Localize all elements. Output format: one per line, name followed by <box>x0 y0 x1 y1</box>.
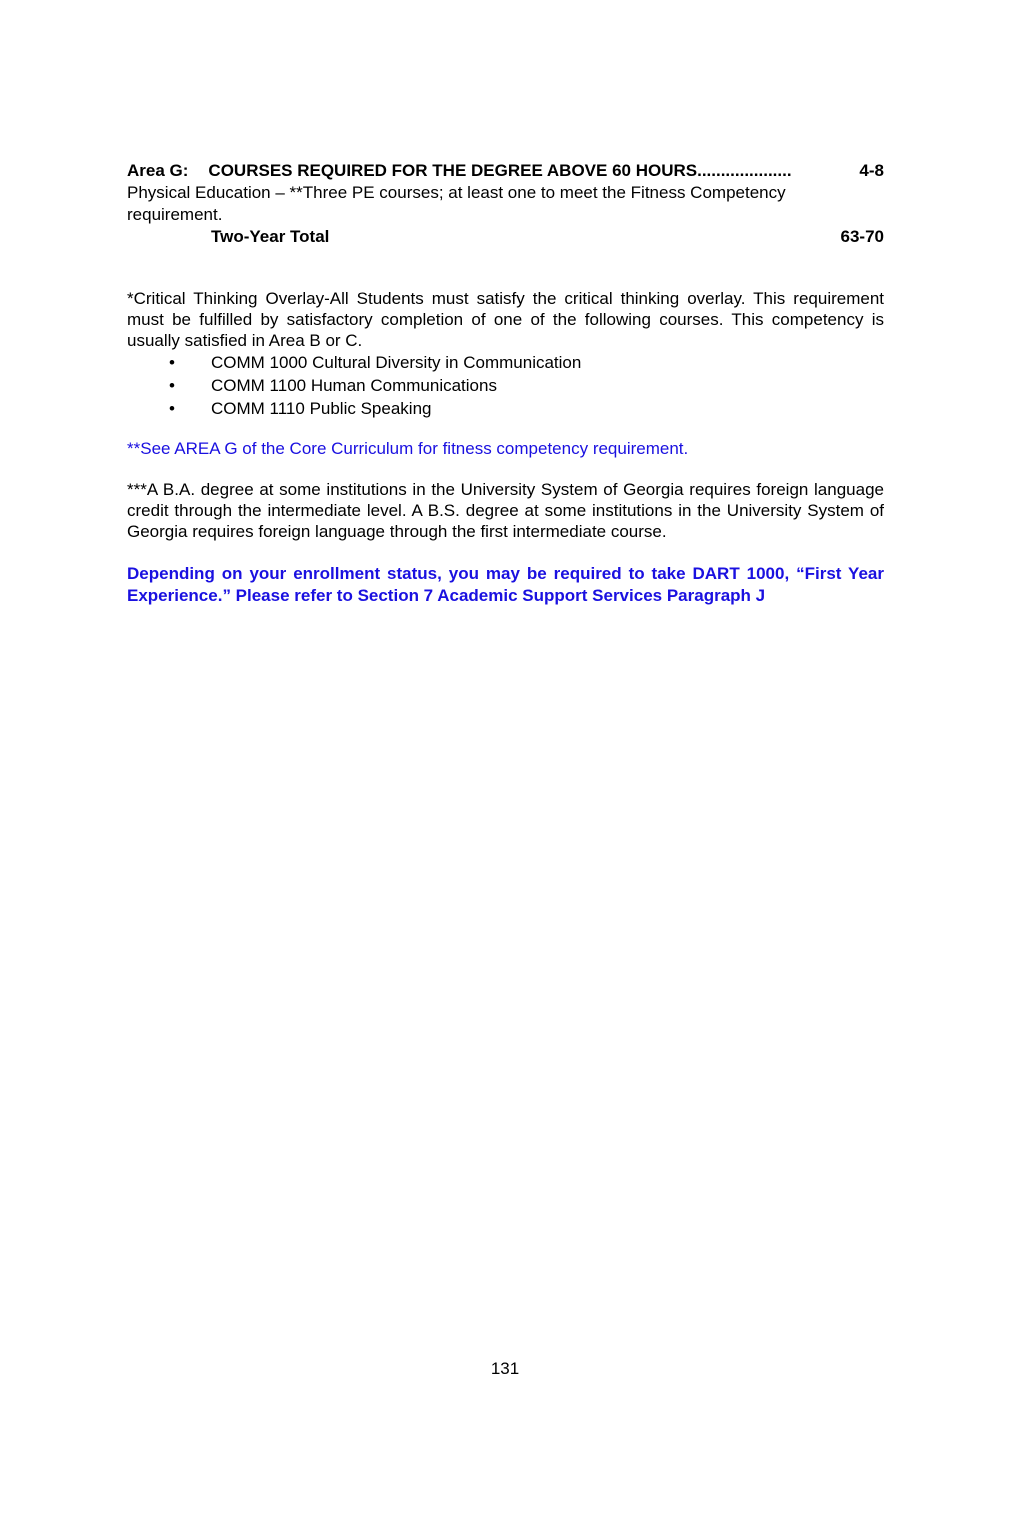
pe-requirement-line-2: requirement. <box>127 205 223 224</box>
list-item <box>127 374 884 397</box>
two-year-total-value: 63-70 <box>840 227 884 246</box>
dot-leader: .................... <box>697 161 792 180</box>
dart-1000-note: Depending on your enrollment status, you may be required to take DART 1000, “First Year Experience.” Please refer to Section 7 Academic Support Services Paragraph J <box>127 564 884 605</box>
area-g-title: COURSES REQUIRED FOR THE DEGREE ABOVE 60 HOURS <box>208 161 698 180</box>
course-name: COMM 1000 Cultural Diversity in Communication <box>211 353 582 372</box>
bullet-icon: • <box>169 399 175 418</box>
bullet-icon: • <box>169 353 175 372</box>
area-g-hours: 4-8 <box>859 161 884 180</box>
page-content <box>127 160 884 607</box>
foreign-language-note: ***A B.A. degree at some institutions in the University System of Georgia requires foreign language credit through the intermediate level. A B.S. degree at some institutions in the University System of Georgia requires foreign language through the first intermediate course. <box>127 480 884 541</box>
course-name: COMM 1110 Public Speaking <box>211 399 432 418</box>
critical-thinking-note: *Critical Thinking Overlay-All Students must satisfy the critical thinking overlay. This requirement must be fulfilled by satisfactory completion of one of the following courses. This competency is usually satisfied in Area B or C. <box>127 289 884 350</box>
pe-requirement-line-1: Physical Education – **Three PE courses; at least one to meet the Fitness Competency <box>127 183 786 202</box>
page-number: 131 <box>490 1359 520 1378</box>
course-list <box>127 351 884 420</box>
two-year-total-row <box>127 226 884 248</box>
area-g-label: Area G: <box>127 161 189 180</box>
list-item <box>127 397 884 420</box>
area-g-heading <box>127 160 884 182</box>
list-item <box>127 351 884 374</box>
fitness-competency-note: **See AREA G of the Core Curriculum for fitness competency requirement. <box>127 439 689 458</box>
bullet-icon: • <box>169 376 175 395</box>
two-year-total-label: Two-Year Total <box>211 227 330 246</box>
course-name: COMM 1100 Human Communications <box>211 376 497 395</box>
